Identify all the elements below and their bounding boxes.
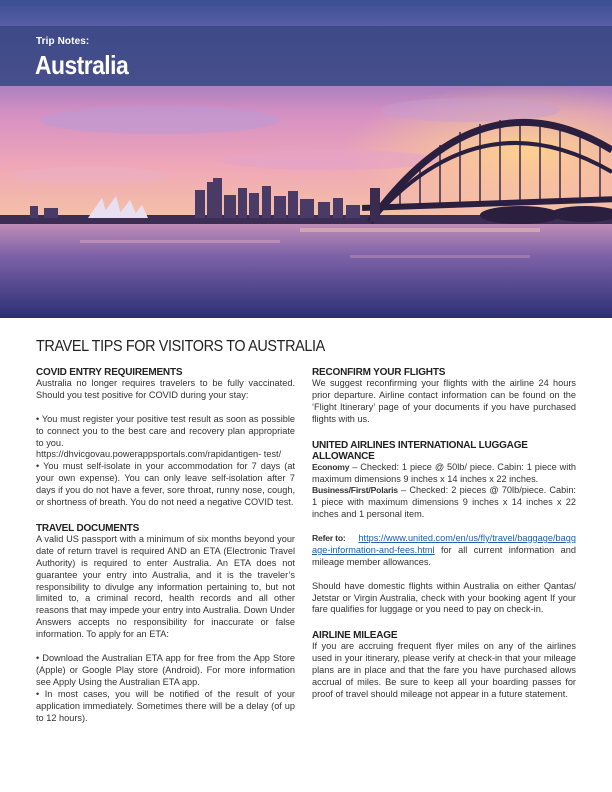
mileage-body: If you are accruing frequent flyer miles on any of the airlines used in your itinerary, please verify at check-in that your mileage plans are in place and that the fare you have purchased allows accrual of miles. Be sure to keep all your boarding passes for proof of travel should mileage not appear in a future statement. [312,641,576,699]
right-column [312,367,576,701]
baggage-info-link[interactable]: https://www.united.com/en/us/fly/travel/baggage/baggage-information-and-fees.html [312,533,576,555]
banner-kicker: Trip Notes: [36,36,90,47]
covid-intro: Australia no longer requires travelers to be fully vaccinated. Should you test positive for COVID during your stay: [36,378,295,400]
covid-url: https://dhvicgovau.powerappsportals.com/rapidantigen- test/ [36,449,282,460]
mileage-heading: AIRLINE MILEAGE [312,630,398,642]
reconfirm-body: We suggest reconfirming your flights with the airline 24 hours prior departure. Airline contact information can be found on the ‘Flight Itinerary’ page of your documents if you have purchased flights with us. [312,378,576,424]
covid-heading: COVID ENTRY REQUIREMENTS [36,367,183,378]
reconfirm-heading: RECONFIRM YOUR FLIGHTS [312,367,446,378]
mileage-section [312,630,576,701]
refer-label: Refer to: [312,533,346,544]
covid-bullet-isolate: • You must self-isolate in your accommodation for 7 days (at your own expense). You can only leave self-isolation after 7 days if you do not have a fever, sore throat, runny nose, cough, or shortness of breath. You do not need a negative COVID test. [36,461,295,508]
economy-text: – Checked: 1 piece @ 50lb/ piece. Cabin: 1 piece with maximum dimensions 9 inches x 14 inches x 22 inches. [312,461,576,484]
title-banner [0,26,612,86]
business-text: – Checked: 2 pieces @ 70lb/piece. Cabin: 1 piece with maximum dimensions 9 inches x 14 inches x 22 inches and 1 personal item. [312,485,576,520]
luggage-business [312,485,576,521]
documents-heading: TRAVEL DOCUMENTS [36,522,140,534]
left-column [36,367,295,724]
covid-section [36,367,295,509]
luggage-economy [312,462,576,486]
luggage-refer [312,533,576,569]
documents-body: A valid US passport with a minimum of six months beyond your date of return travel is required AND an ETA (Electronic Travel Authority) is required to enter Australia. An ETA does not guarantee your entry into Australia, and it is the traveler’s responsibility to divulge any information pertaining to, but not limited to, a criminal record, health records and all other reasons that may impede your entry into Australia. Down Under Answers accepts no responsibility for inaccurate or false information. To apply for an ETA: [36,533,295,640]
documents-bullet-app: • Download the Australian ETA app for free from the App Store (Apple) or Google Play store (Android). For more information see Apply Using the Australian ETA app. [36,653,295,687]
documents-bullet-notify: • In most cases, you will be notified of the result of your application immediately. Sometimes there will be a delay (of up to 12 hours). [36,688,295,723]
luggage-domestic: Should have domestic flights within Australia on either Qantas/ Jetstar or Virgin Australia, check with your booking agent If your fare qualifies for luggage or you need to pay on check-in. [312,580,576,615]
documents-section [36,523,295,724]
reconfirm-section [312,367,576,426]
main-heading: TRAVEL TIPS FOR VISITORS TO AUSTRALIA [36,338,325,355]
economy-label: Economy [312,461,350,472]
business-label: Business/First/Polaris [312,485,398,496]
page-title: Australia [35,50,129,80]
covid-bullet-register: • You must register your positive test result as soon as possible to connect you to the best care and recovery plan appropriate to you. [36,413,295,448]
refer-text: for all current information and mileage member allowances. [312,544,576,567]
luggage-heading: UNITED AIRLINES INTERNATIONAL LUGGAGE ALLOWANCE [312,439,528,462]
luggage-section [312,440,576,617]
